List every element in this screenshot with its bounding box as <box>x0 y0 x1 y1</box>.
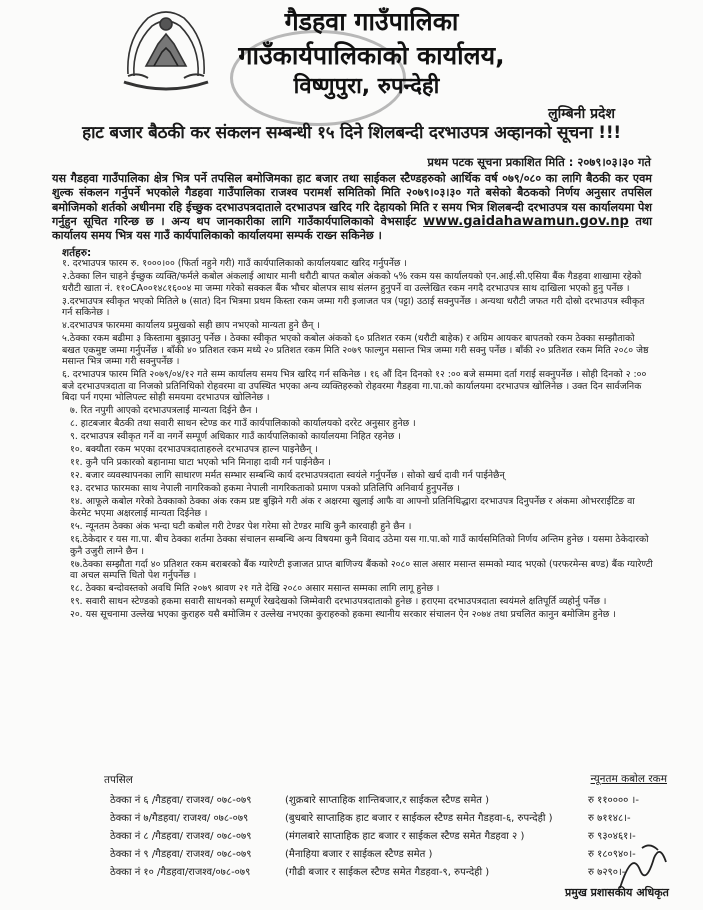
contract-amount: रु ११०००० ।- <box>588 795 639 806</box>
province-name: लुम्बिनी प्रदेश <box>548 106 615 122</box>
condition-item: ५.ठेक्का रकम बढीमा ३ किस्तामा बुझाउनु पर्नेछ । ठेक्का स्वीकृत भएको कबोल अंकको ६० प्रतिशत रकम (धरौटी बाहेक) र अग्रिम आयकर बापतको रकम ठेक्का सम्झौताको बखत एकमुष्ट जम्मा गर्नुपर्नेछ । बाँकी ४० प्रतिशत रकम मध्ये २० प्रतिशत रकम मिति २०७९ फाल्गुन मसान्त भित्र जम्मा गरी सक्नु पर्नेछ । बाँकी २० प्रतिशत रकम मिति २०८० जेष्ठ मसान्त भित्र जम्मा गरी सक्नुपर्नेछ । <box>62 333 649 368</box>
contract-number: ठेक्का नं १० /गैडहवा/राजश्व/०७८-०७९ <box>110 867 251 878</box>
condition-item: ४.दरभाउपत्र फारममा कार्यालय प्रमुखको सही छाप नभएको मान्यता हुने छैन् । <box>62 320 320 332</box>
officer-title: प्रमुख प्रशासकीय अधिकृत <box>565 886 669 899</box>
office-location: विष्णुपुरा, रुपन्देही <box>293 74 440 99</box>
condition-item: १७.ठेक्का सम्झौता गर्दा ४० प्रतिशत रकम बराबरको बैंक ग्यारेण्टी इजाजत प्राप्त बाणिज्य बैंकको २०८० साल असार मसान्त सम्मको म्याद भएको (परफरमेन्स बण्ड) बैंक ग्यारेण्टी वा अचल सम्पत्ति धितो पेश गर्नुपर्नेछ । <box>70 558 653 582</box>
contract-description: (गौढी बजार र साईकल स्टैण्ड समेत गैडहवा-९, रुपन्देही ) <box>285 867 490 878</box>
intro-text-1: यस गैडहवा गाउँपालिका क्षेत्र भित्र पर्ने तपसिल बमोजिमका हाट बजार तथा साईकल स्टैण्डहरुको आर्थिक वर्ष ०७९/०८० का लागि बैठकी कर एवम शुल्क संकलन गर्नुपर्ने भएकोले गैडहवा गाउँपालिका राजश्व परामर्श समितिको मिति २०७९।०३।३० गते बसेको बैठकको निर्णय अनुसार तपसिल बमोजिमको शर्तको अधीनमा रहि ईच्छुक दरभाउपत्रदाताले दरभाउपत्र खरिद गरि देहायको मिति र समय भित्र शिलबन्दी दरभाउपत्र यस कार्यालयमा पेश गर्नुहुन सूचित गरिन्छ छ । अन्य थप जानकारीका लागि गाउँकार्यपालिकाको वेभसाईट <box>52 172 652 228</box>
contract-amount: रु ९३०४६१।- <box>588 831 636 842</box>
publication-date: प्रथम पटक सूचना प्रकाशित मिति : २०७९।०३।३० गते <box>427 155 651 169</box>
contract-row <box>110 810 675 826</box>
contract-description: (मंगलबारे साप्ताहिक हाट बजार र साईकल स्टैण्ड समेत गैडहवा २ ) <box>285 831 525 842</box>
condition-item: १०. बक्यौता रकम भएका दरभाउपत्रदाताहरुले दरभाउपत्र हाल्न पाइनेछैन् । <box>70 444 318 456</box>
contract-number: ठेक्का नं ८ /गैडहवा/ राजश्व/ ०७८-०७९ <box>110 831 252 842</box>
condition-item: २.ठेक्का लिन चाहने ईच्छुक व्यक्ति/फर्मले कबोल अंकलाई आधार मानी धरौटी बापत कबोल अंकको ५% रकम यस कार्यालयको एन.आई.सी.एसिया बैंक गैडहवा शाखामा रहेको धरौटी खाता नं. ११०CA००१४८१६००४ मा जम्मा गरेको सक्कल बैंक भौचर बोलपत्र साथ संलग्न हुनुपर्ने वा उल्लेखित रकम नगदै दरभाउपत्र साथ दाखिला भएको हुनु पर्नेछ । <box>62 270 642 294</box>
condition-item: ७. रित नपुगी आएको दरभाउपत्रलाई मान्यता दिईने छैन । <box>70 405 258 417</box>
condition-item: ११. कुनै पनि प्रकारको बहानामा घाटा भएको भनि मिनाहा दावी गर्न पाईनेछैन । <box>70 457 331 469</box>
contract-row <box>110 792 675 808</box>
condition-item: ८. हाटबजार बैठकी तथा सवारी साधन स्टेण्ड कर गाउँ कार्यपालिकाको कार्यालयको दररेट अनुसार हुनेछ । <box>70 418 416 430</box>
condition-item: १४. आफूले कबोल गरेको ठेक्काको ठेक्का अंक रकम प्रष्ट बुझिने गरी अंक र अक्षरमा खुलाई आफै वा आफ्नो प्रतिनिधिद्धारा दरभाउपत्र दिनुपर्नेछ र अंकमा ओभरराईटिङ वा केरमेट भएमा अक्षरलाई मान्यता दिईनेछ । <box>70 496 635 519</box>
contract-number: ठेक्का नं ९ /गैडहवा/ राजश्व/ ०७८-०७९ <box>110 849 252 860</box>
contract-number: ठेक्का नं ७/गैडहवा/ राजश्व/ ०७८-०७९ <box>110 813 249 824</box>
condition-item: १५. न्यूनतम ठेक्का अंक भन्दा घटी कबोल गरी टेण्डर पेश गरेमा सो टेण्डर माथि कुनै कारवाही हुने छैन । <box>70 520 412 532</box>
contract-amount: रु ७११४८।- <box>588 813 631 824</box>
min-bid-heading: न्यूनतम कबोल रकम <box>590 773 667 785</box>
condition-item: ६. दरभाउपत्र फारम मिति २०७९/०४/१२ गते सम्म कार्यालय समय भित्र खरिद गर्न सकिनेछ । १६ औं दिन दिनको १२ :०० बजे सम्ममा दर्ता गराई सक्नुपर्नेछ । सोही दिनको २ :०० बजे दरभाउपत्रदाता वा निजको प्रतिनिधिको रोहवरमा वा उपस्थित भएका अन्य व्यक्तिहरुको रोहवरमा गैडहवा गा.पा.को कार्यालयमा दरभाउपत्र खोलिनेछ । उक्त दिन सार्वजनिक बिदा पर्न गएमा भोलिपल्ट सोही समयमा दरभाउपत्र खोलिनेछ । <box>62 369 647 404</box>
contract-number: ठेक्का नं ६ /गैडहवा/ राजश्व/ ०७८-०७९ <box>110 795 252 806</box>
contract-amount: रु ७२९०।- <box>588 867 626 878</box>
municipality-name: गैडहवा गाउँपालिका <box>284 7 459 36</box>
website-link[interactable]: www.gaidahawamun.gov.np <box>423 213 629 229</box>
contract-description: (बुधबारे साप्ताहिक हाट बजार र साईकल स्टैण्ड समेत गैडहवा-६, रुपन्देही ) <box>285 813 553 824</box>
conditions-heading: शर्तहरु: <box>62 247 92 259</box>
condition-item: १६.ठेकेदार र यस गा.पा. बीच ठेक्का शर्तमा ठेक्का संचालन सम्बन्धि अन्य विषयमा कुनै विवाद उठेमा यस गा.पा.को गाउँ कार्यसमितिको निर्णय अन्तिम हुनेछ । यसमा ठेकेदारको कुनै उजुरी लाग्ने छैन । <box>70 533 649 557</box>
condition-item: १३. दरभाउ फारमका साथ नेपाली नागरिकको हकमा नेपाली नागरिकताको प्रमाण पत्रको प्रतिलिपि अनिवार्य हुनुपर्नेछ । <box>70 483 460 495</box>
conditions-list <box>62 258 654 622</box>
contract-description: (शुक्रबारे साप्ताहिक शान्तिबजार,र साईकल स्टैण्ड समेत ) <box>285 795 490 806</box>
condition-item: १२. बजार व्यवस्थापनका लागि साधारण मर्मत सम्भार सम्बन्धि कार्य दरभाउपत्रदाता स्वयंले गर्नुपर्नेछ । सोको खर्च दावी गर्न पाईनेछैन् <box>70 470 505 482</box>
notice-title: हाट बजार बैठकी कर संकलन सम्बन्धी १५ दिने शिलबन्दी दरभाउपत्र अव्हानको सूचना !!! <box>82 123 621 143</box>
condition-item: १. दरभाउपत्र फारम रु. १०००।०० (फिर्ता नहुने गरी) गाउँ कार्यपालिकाको कार्यालयबाट खरिद गर्नुपर्नेछ । <box>62 258 407 269</box>
intro-text-2: तथा कार्यालय समय भित्र यस गाउँ कार्यपालिकाको कार्यालयमा सम्पर्क राख्न सकिनेछ । <box>52 214 652 243</box>
schedule-heading: तपसिल <box>104 774 133 786</box>
contract-description: (मैनाहिया बजार र साईकल स्टैण्ड समेत ) <box>285 849 433 860</box>
condition-item: १९. सवारी साधन स्टेण्डको हकमा सवारी साधनको सम्पूर्ण रेखदेखको जिम्मेवारी दरभाउपत्रदाताको हुनेछ । हराएमा दरभाउपत्रदाता स्वयंमले क्षतिपूर्ति व्यहोर्नु पर्नेछ । <box>70 596 607 608</box>
office-name: गाउँकार्यपालिकाको कार्यालय, <box>238 41 505 70</box>
contract-amount: रु १८०९४०।- <box>588 849 636 860</box>
condition-item: १८. ठेक्का बन्दोवस्तको अवधि मिति २०७९ श्रावण २१ गते देखि २०८० असार मसान्त सम्मका लागि लागू हुनेछ । <box>70 583 440 595</box>
condition-item: ३.दरभाउपत्र स्वीकृत भएको मितिले ७ (सात) दिन भित्रमा प्रथम किस्ता रकम जम्मा गरी इजाजत पत्र (पट्टा) उठाई सक्नुपर्नेछ । अन्यथा धरौटी जफत गरी दोस्रो दरभाउपत्र स्वीकृत गर्न सकिनेछ । <box>62 295 645 319</box>
condition-item: ९. दरभाउपत्र स्वीकृत गर्ने वा नगर्ने सम्पूर्ण अधिकार गाउँ कार्यपालिकाको कार्यालयमा निहित रहनेछ । <box>70 431 401 443</box>
condition-item: २०. यस सूचनामा उल्लेख भएका कुराहरु यसै बमोजिम र उल्लेख नभएका कुराहरुको हकमा स्थानीय सरकार संचालन ऐन २०७४ तथा प्रचलित कानुन बमोजिम हुनेछ । <box>70 609 616 621</box>
intro-paragraph <box>52 172 652 243</box>
